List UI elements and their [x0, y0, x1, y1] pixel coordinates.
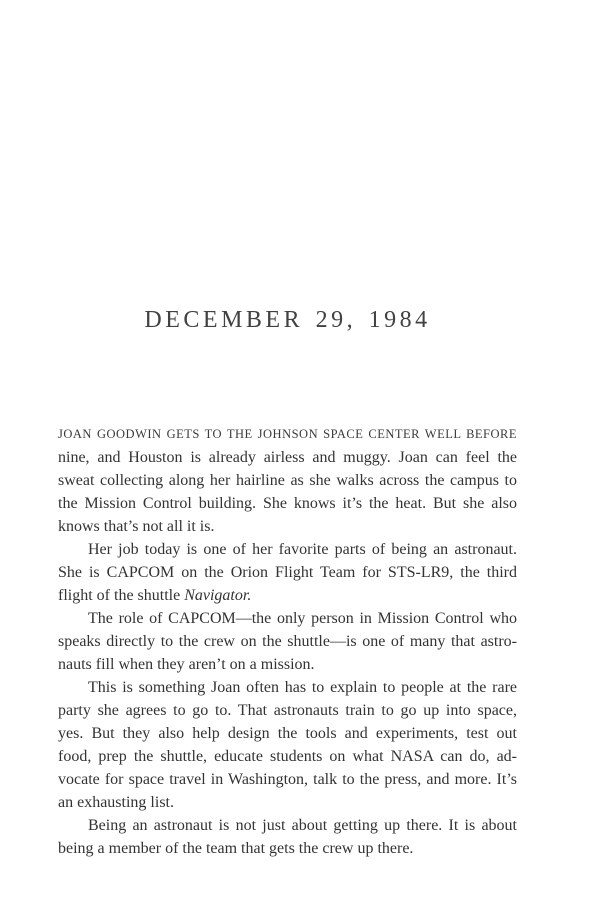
text-line: an exhausting list. — [58, 794, 174, 811]
text-line: food, prep the shuttle, educate students on what NASA can do, ad- — [58, 748, 517, 765]
text-line: speaks directly to the crew on the shuttle—is one of many that astro- — [58, 633, 517, 650]
text-line: the Mission Control building. She knows it’s the heat. But she also — [58, 495, 517, 512]
text-line: vocate for space travel in Washington, talk to the press, and more. It’s — [58, 771, 517, 788]
text-line: being a member of the team that gets the crew up there. — [58, 840, 414, 857]
text-line: Her job today is one of her favorite parts of being an astronaut. — [88, 541, 517, 558]
paragraph — [58, 423, 517, 538]
text-line: The role of CAPCOM—the only person in Mission Control who — [88, 610, 517, 627]
text-line: Being an astronaut is not just about getting up there. It is about — [88, 817, 517, 834]
chapter-heading: DECEMBER 29, 1984 — [144, 307, 431, 333]
text-line: This is something Joan often has to explain to people at the rare — [88, 679, 517, 696]
text-line: knows that’s not all it is. — [58, 518, 215, 535]
text-line — [58, 584, 517, 607]
text-line: sweat collecting along her hairline as she walks across the campus to — [58, 472, 517, 489]
text-line: yes. But they also help design the tools and experiments, test out — [58, 725, 517, 742]
italic-text: Navigator. — [184, 587, 252, 604]
body-text — [58, 423, 517, 860]
text-line: party she agrees to go to. That astronauts train to go up into space, — [58, 702, 517, 719]
text-segment: flight of the shuttle — [58, 587, 185, 604]
text-line: nauts fill when they aren’t on a mission. — [58, 656, 315, 673]
paragraph — [58, 607, 517, 676]
paragraph — [58, 676, 517, 814]
paragraph — [58, 814, 517, 860]
paragraph — [58, 538, 517, 607]
text-line: JOAN GOODWIN GETS TO THE JOHNSON SPACE CENTER WELL BEFORE — [58, 427, 517, 441]
text-line: She is CAPCOM on the Orion Flight Team for STS-LR9, the third — [58, 564, 517, 581]
text-line: nine, and Houston is already airless and muggy. Joan can feel the — [58, 449, 517, 466]
